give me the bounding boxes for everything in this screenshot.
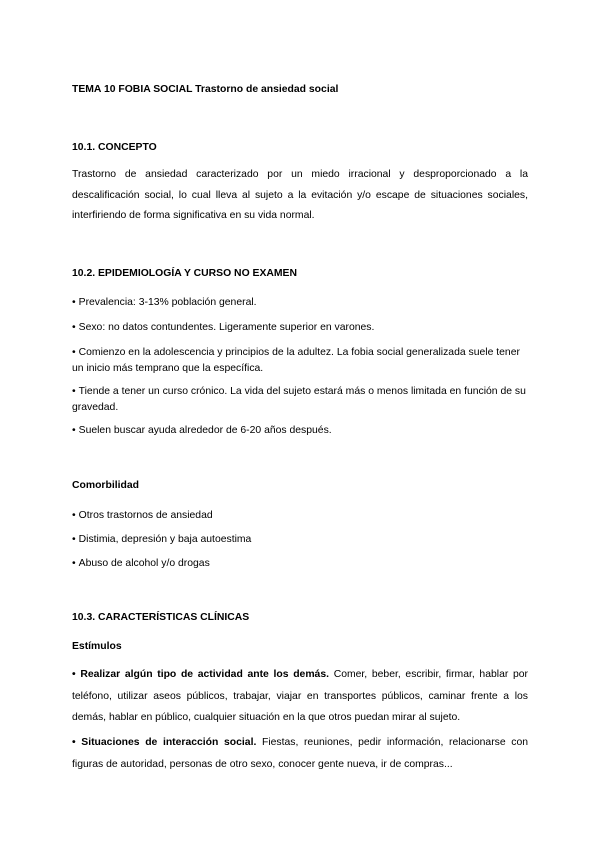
list-item-text: Suelen buscar ayuda alrededor de 6-20 años después. [78,425,332,436]
list-item-text: Comienzo en la adolescencia y principios de la adultez. La fobia social generalizada suele tener un inicio más temprano que la específica. [72,347,520,374]
bullet-icon: • [72,347,76,358]
list-item [72,508,528,524]
item-text: Comer, beber, escribir, firmar, hablar por teléfono, utilizar aseos públicos, trabajar, viajar en transportes públicos, caminar frente a los demás, hablar en público, cualquier situación en la que otros puedan mirar al sujeto. [72,669,528,723]
item-lead: Situaciones de interacción social. [81,737,257,748]
section-heading-caracteristicas: 10.3. CARACTERÍSTICAS CLÍNICAS [72,612,250,623]
list-item [72,345,528,376]
list-item-text: Distimia, depresión y baja autoestima [78,534,252,545]
list-item [72,295,528,311]
list-item-text: Otros trastornos de ansiedad [78,510,213,521]
list-item-text: Prevalencia: 3-13% población general. [78,297,257,308]
bullet-icon: • [72,510,76,521]
list-item [72,664,528,729]
subheading-estimulos: Estímulos [72,641,122,652]
bullet-icon: • [72,534,76,545]
document-title: TEMA 10 FOBIA SOCIAL Trastorno de ansiedad social [72,84,339,95]
item-lead: Realizar algún tipo de actividad ante los demás. [80,669,329,680]
list-item-text: Abuso de alcohol y/o drogas [78,558,210,569]
concepto-paragraph: Trastorno de ansiedad caracterizado por un miedo irracional y desproporcionado a la descalificación social, lo cual lleva al sujeto a la evitación y/o escape de situaciones sociales, interfiriendo de forma significativa en su vida normal. [72,169,528,221]
list-item [72,384,528,415]
section-heading-concepto: 10.1. CONCEPTO [72,142,157,153]
bullet-icon: • [72,322,76,333]
bullet-icon: • [72,386,76,397]
bullet-icon: • [72,737,76,748]
list-item [72,556,528,572]
list-item-text: Tiende a tener un curso crónico. La vida del sujeto estará más o menos limitada en función de su gravedad. [72,386,526,413]
bullet-icon: • [72,669,76,680]
list-item [72,320,528,336]
list-item [72,532,528,548]
list-item [72,423,528,439]
item-text: Fiestas, reuniones, pedir información, relacionarse con figuras de autoridad, personas de otro sexo, conocer gente nueva, ir de compras... [72,737,529,770]
section-heading-epidemiologia: 10.2. EPIDEMIOLOGÍA Y CURSO NO EXAMEN [72,268,297,279]
bullet-icon: • [72,558,76,569]
bullet-icon: • [72,425,76,436]
list-item [72,732,528,775]
section-heading-comorbilidad: Comorbilidad [72,480,139,491]
bullet-icon: • [72,297,76,308]
list-item-text: Sexo: no datos contundentes. Ligeramente superior en varones. [78,322,375,333]
